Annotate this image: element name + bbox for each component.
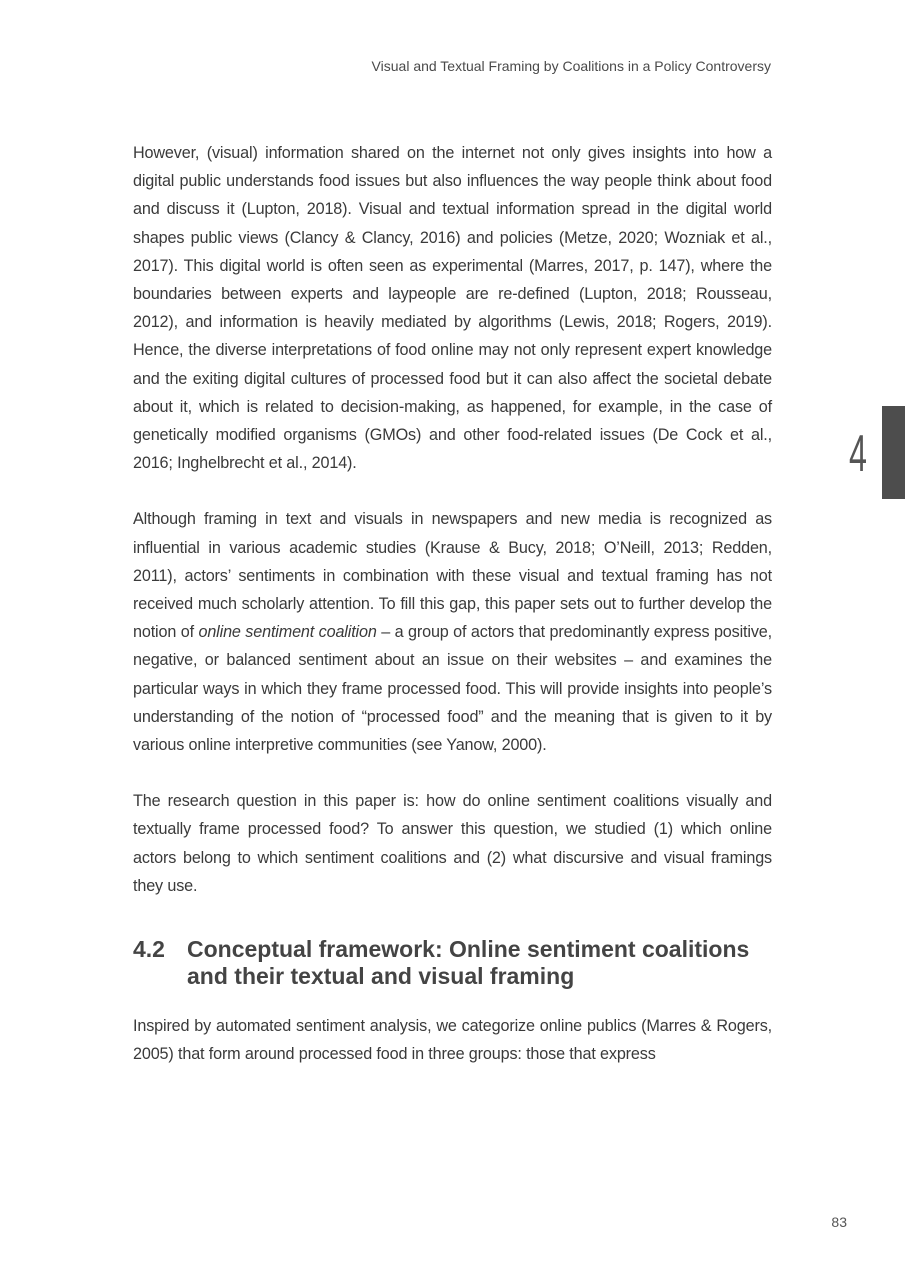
paragraph-2	[133, 505, 772, 759]
section-title: Conceptual framework: Online sentiment coalitions and their textual and visual framing	[187, 936, 750, 990]
section-number: 4.2	[133, 936, 165, 963]
section-heading	[133, 936, 772, 990]
paragraph-1: However, (visual) information shared on the internet not only gives insights into how a digital public understands food issues but also influences the way people think about food and discuss it (Lupton, 2018). Visual and textual information spread in the digital world shapes public views (Clancy & Clancy, 2016) and policies (Metze, 2020; Wozniak et al., 2017). This digital world is often seen as experimental (Marres, 2017, p. 147), where the boundaries between experts and laypeople are re-defined (Lupton, 2018; Rousseau, 2012), and information is heavily mediated by algorithms (Lewis, 2018; Rogers, 2019). Hence, the diverse interpretations of food online may not only represent expert knowledge and the exiting digital cultures of processed food but it can also affect the societal debate about it, which is related to decision-making, as happened, for example, in the case of genetically modified organisms (GMOs) and other food-related issues (De Cock et al., 2016; Inghelbrecht et al., 2014).	[133, 144, 772, 473]
chapter-tab	[882, 406, 905, 499]
paragraph-3: The research question in this paper is: how do online sentiment coalitions visually and textually frame processed food? To answer this question, we studied (1) which online actors belong to which sentiment coalitions and (2) what discursive and visual framings they use.	[133, 792, 772, 895]
paragraph-2-text-start: Although framing in text and visuals in newspapers and new media is recognized as influential in various academic studies (Krause & Bucy, 2018; O’Neill, 2013; Redden, 2011), actors’ sentiments in combination with these visual and textual framing has not received much scholarly attention. To fill this gap, this paper sets out to further develop the notion of	[133, 510, 772, 642]
chapter-number: 4	[849, 425, 867, 483]
paragraph-4: Inspired by automated sentiment analysis, we categorize online publics (Marres & Rogers, 2005) that form around processed food in three groups: those that express	[133, 1017, 772, 1064]
page-number: 83	[831, 1214, 847, 1230]
paragraph-2-text-end: – a group of actors that predominantly express positive, negative, or balanced sentiment about an issue on their websites – and examines the particular ways in which they frame processed food. This will provide insights into people’s understanding of the notion of “processed food” and the meaning that is given to it by various online interpretive communities (see Yanow, 2000).	[133, 623, 772, 755]
paragraph-2-italic-term: online sentiment coalition	[198, 623, 377, 642]
running-header: Visual and Textual Framing by Coalitions in a Policy Controversy	[371, 58, 771, 74]
body-text	[133, 139, 772, 1096]
